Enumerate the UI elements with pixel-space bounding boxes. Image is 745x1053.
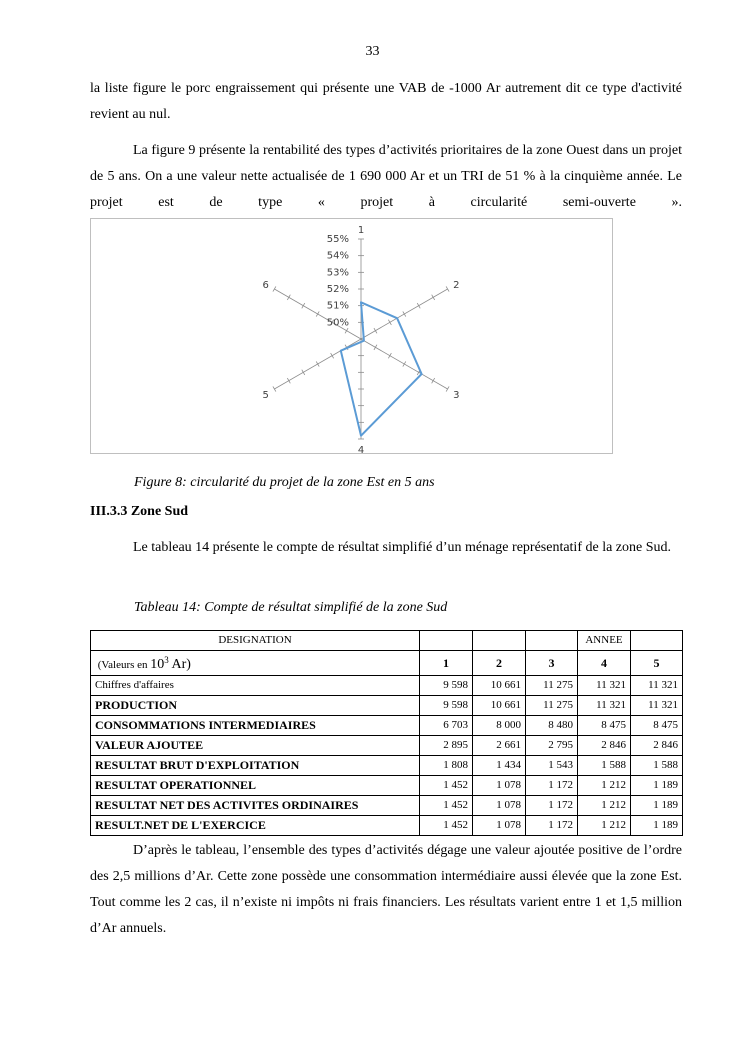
- unit-base: 10: [150, 657, 165, 672]
- radar-scale-label: 55%: [326, 234, 349, 245]
- year-header: 3: [526, 651, 578, 676]
- row-value: 10 661: [473, 696, 526, 716]
- row-value: 1 434: [473, 756, 526, 776]
- radar-tick: [374, 345, 377, 350]
- row-value: 1 452: [420, 776, 473, 796]
- table-row: [91, 736, 683, 756]
- row-value: 1 212: [578, 776, 631, 796]
- row-value: 1 189: [631, 796, 683, 816]
- row-value: 1 212: [578, 816, 631, 836]
- table-row: [91, 816, 683, 836]
- page-number: 33: [365, 44, 380, 59]
- row-value: 2 895: [420, 736, 473, 756]
- empty-header-cell: [631, 631, 683, 651]
- year-header: 2: [473, 651, 526, 676]
- table-row: [91, 676, 683, 696]
- radar-tick: [273, 286, 276, 291]
- year-header: 4: [578, 651, 631, 676]
- row-value: 2 661: [473, 736, 526, 756]
- row-label: VALEUR AJOUTEE: [91, 736, 420, 756]
- paragraph-figure-description: La figure 9 présente la rentabilité des types d’activités prioritaires de la zone Ouest dans un projet de 5 ans. On a une valeur nette actualisée de 1 690 000 Ar et un TRI de 51 % à la cinquième année. Le projet est de type « projet à circularité semi-ouverte ».: [90, 143, 682, 210]
- radar-tick: [388, 353, 391, 358]
- radar-tick: [273, 386, 276, 391]
- row-value: 6 703: [420, 716, 473, 736]
- radar-tick: [403, 361, 406, 366]
- designation-header: DESIGNATION: [91, 631, 420, 651]
- row-label: CONSOMMATIONS INTERMEDIAIRES: [91, 716, 420, 736]
- row-value: 1 808: [420, 756, 473, 776]
- row-value: 11 321: [578, 676, 631, 696]
- row-value: 11 321: [631, 676, 683, 696]
- row-label: RESULTAT NET DES ACTIVITES ORDINAIRES: [91, 796, 420, 816]
- radar-axis-label: 2: [453, 280, 460, 291]
- unit-label: [91, 651, 420, 676]
- figure-caption: Figure 8: circularité du projet de la zone Est en 5 ans: [134, 475, 435, 490]
- radar-scale-label: 50%: [326, 317, 349, 329]
- radar-tick: [432, 295, 435, 300]
- row-label: RESULTAT BRUT D'EXPLOITATION: [91, 756, 420, 776]
- row-value: 1 172: [526, 796, 578, 816]
- income-statement-table: [90, 630, 683, 836]
- row-value: 8 475: [578, 716, 631, 736]
- table-row: [91, 776, 683, 796]
- radar-tick: [417, 303, 420, 308]
- empty-header-cell: [420, 631, 473, 651]
- radar-tick: [302, 370, 305, 375]
- radar-tick: [388, 320, 391, 325]
- row-value: 1 452: [420, 796, 473, 816]
- year-header: 5: [631, 651, 683, 676]
- table-caption: Tableau 14: Compte de résultat simplifié de la zone Sud: [134, 600, 448, 615]
- radar-tick: [287, 295, 290, 300]
- radar-tick: [374, 328, 377, 333]
- row-value: 11 321: [631, 696, 683, 716]
- row-value: 1 172: [526, 776, 578, 796]
- table-year-row: [91, 651, 683, 676]
- radar-axis-label: 5: [262, 390, 269, 401]
- row-value: 1 588: [578, 756, 631, 776]
- radar-scale-label: 53%: [326, 267, 349, 279]
- row-value: 1 078: [473, 776, 526, 796]
- table-row: [91, 696, 683, 716]
- radar-series-line: [341, 302, 422, 435]
- row-value: 1 189: [631, 816, 683, 836]
- radar-tick: [287, 378, 290, 383]
- paragraph-intro: la liste figure le porc engraissement qui présente une VAB de -1000 Ar autrement dit ce type d'activité revient au nul.: [90, 81, 682, 122]
- radar-tick: [316, 361, 319, 366]
- row-value: 2 846: [631, 736, 683, 756]
- row-value: 1 078: [473, 796, 526, 816]
- table-row: [91, 716, 683, 736]
- section-heading: III.3.3 Zone Sud: [90, 504, 189, 519]
- row-value: 8 475: [631, 716, 683, 736]
- row-value: 1 172: [526, 816, 578, 836]
- radar-axis-label: 4: [357, 445, 365, 455]
- unit-suffix: Ar): [168, 657, 191, 672]
- radar-chart-svg: [91, 219, 614, 455]
- empty-header-cell: [473, 631, 526, 651]
- radar-axis-label: 1: [357, 225, 365, 236]
- row-label: Chiffres d'affaires: [91, 676, 420, 696]
- row-label: RESULT.NET DE L'EXERCICE: [91, 816, 420, 836]
- year-header: 1: [420, 651, 473, 676]
- row-value: 9 598: [420, 676, 473, 696]
- row-value: 1 189: [631, 776, 683, 796]
- row-value: 2 795: [526, 736, 578, 756]
- radar-tick: [331, 353, 334, 358]
- table-row: [91, 756, 683, 776]
- row-value: 11 275: [526, 696, 578, 716]
- row-label: PRODUCTION: [91, 696, 420, 716]
- annee-header: ANNEE: [578, 631, 631, 651]
- radar-scale-label: 51%: [326, 300, 349, 312]
- paragraph-conclusion: D’après le tableau, l’ensemble des types d’activités dégage une valeur ajoutée positive de l’ordre des 2,5 millions d’Ar. Cette zone possède une consommation intermédiaire aussi élevée que la zone Est. Tout comme les 2 cas, il n’existe ni impôts ni frais financiers. Les résultats varient entre 1 et 1,5 million d’Ar annuels.: [90, 843, 682, 936]
- radar-tick: [302, 303, 305, 308]
- row-value: 1 588: [631, 756, 683, 776]
- row-value: 1 078: [473, 816, 526, 836]
- radar-axis-label: 6: [262, 280, 269, 291]
- radar-tick: [432, 378, 435, 383]
- row-value: 1 212: [578, 796, 631, 816]
- radar-tick: [446, 286, 449, 291]
- radar-tick: [446, 386, 449, 391]
- row-value: 11 275: [526, 676, 578, 696]
- row-value: 1 543: [526, 756, 578, 776]
- radar-scale-label: 52%: [326, 284, 349, 295]
- table-header-row: [91, 631, 683, 651]
- unit-exponent: 3: [164, 655, 169, 665]
- radar-scale-label: 54%: [326, 250, 349, 262]
- radar-chart: [90, 218, 613, 454]
- unit-prefix: (Valeurs en: [97, 659, 151, 671]
- row-value: 9 598: [420, 696, 473, 716]
- row-label: RESULTAT OPERATIONNEL: [91, 776, 420, 796]
- row-value: 10 661: [473, 676, 526, 696]
- row-value: 8 000: [473, 716, 526, 736]
- row-value: 8 480: [526, 716, 578, 736]
- table-row: [91, 796, 683, 816]
- row-value: 1 452: [420, 816, 473, 836]
- row-value: 11 321: [578, 696, 631, 716]
- radar-tick: [403, 311, 406, 316]
- radar-tick: [316, 311, 319, 316]
- radar-tick: [345, 328, 348, 333]
- radar-axis-label: 3: [453, 390, 460, 401]
- paragraph-table-intro: Le tableau 14 présente le compte de résultat simplifié d’un ménage représentatif de la zone Sud.: [133, 540, 672, 555]
- empty-header-cell: [526, 631, 578, 651]
- row-value: 2 846: [578, 736, 631, 756]
